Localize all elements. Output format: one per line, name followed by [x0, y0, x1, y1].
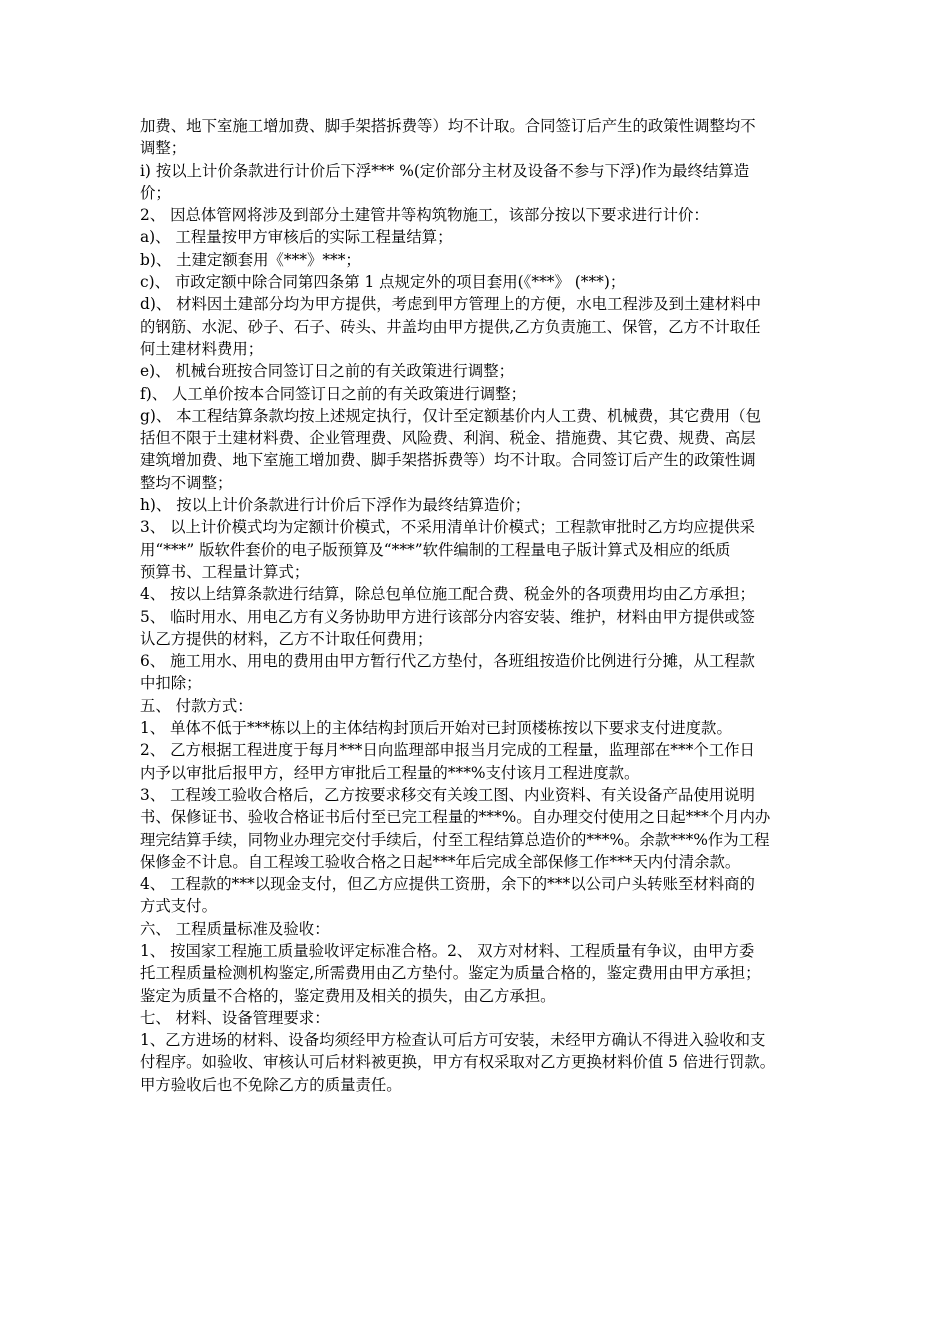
- text-line: h)、 按以上计价条款进行计价后下浮作为最终结算造价；: [140, 496, 531, 515]
- text-line: 1、乙方进场的材料、设备均须经甲方检查认可后方可安装，未经甲方确认不得进入验收和支: [140, 1031, 766, 1050]
- text-line: a)、 工程量按甲方审核后的实际工程量结算；: [140, 228, 453, 247]
- text-line: 托工程质量检测机构鉴定,所需费用由乙方垫付。鉴定为质量合格的，鉴定费用由甲方承担；: [140, 964, 761, 983]
- text-line: d)、 材料因土建部分均为甲方提供，考虑到甲方管理上的方便，水电工程涉及到土建材料中: [140, 295, 761, 314]
- text-line: 的钢筋、水泥、砂子、石子、砖头、井盖均由甲方提供,乙方负责施工、保管，乙方不计取任: [140, 317, 761, 336]
- section-heading: 六、 工程质量标准及验收：: [140, 919, 330, 938]
- text-line: 认乙方提供的材料，乙方不计取任何费用；: [140, 629, 433, 648]
- text-line: c)、 市政定额中除合同第四条第 1 点规定外的项目套用(《***》 (***)；: [140, 273, 626, 292]
- section-heading: 五、 付款方式：: [140, 696, 253, 715]
- document-page: [140, 115, 822, 1096]
- text-line: 甲方验收后也不免除乙方的质量责任。: [140, 1075, 402, 1094]
- text-line: 调整；: [140, 139, 187, 158]
- text-line: 1、 单体不低于***栋以上的主体结构封顶后开始对已封顶楼栋按以下要求支付进度款。: [140, 719, 732, 738]
- text-line: 鉴定为质量不合格的，鉴定费用及相关的损失，由乙方承担。: [140, 986, 556, 1005]
- text-line: 3、 以上计价模式均为定额计价模式，不采用清单计价模式；工程款审批时乙方均应提供采: [140, 518, 755, 537]
- text-line: i) 按以上计价条款进行计价后下浮*** %(定价部分主材及设备不参与下浮)作为最终结算造: [140, 161, 750, 180]
- text-line: 括但不限于土建材料费、企业管理费、风险费、利润、税金、措施费、其它费、规费、高层: [140, 429, 756, 448]
- text-line: 4、 工程款的***以现金支付，但乙方应提供工资册，余下的***以公司户头转账至材料商的: [140, 875, 755, 894]
- text-line: 中扣除；: [140, 674, 202, 693]
- text-line: 2、 乙方根据工程进度于每月***日向监理部申报当月完成的工程量，监理部在***个工作日: [140, 741, 755, 760]
- text-line: 内予以审批后报甲方，经甲方审批后工程量的***%支付该月工程进度款。: [140, 763, 640, 782]
- text-line: 整均不调整；: [140, 473, 233, 492]
- text-line: 理完结算手续，同物业办理完交付手续后，付至工程结算总造价的***%。余款***%作为工程: [140, 830, 770, 849]
- text-line: 2、 因总体管网将涉及到部分土建管井等构筑物施工，该部分按以下要求进行计价：: [140, 206, 709, 225]
- text-line: 建筑增加费、地下室施工增加费、脚手架搭拆费等）均不计取。合同签订后产生的政策性调: [140, 451, 756, 470]
- text-line: 价；: [140, 183, 171, 202]
- section-heading: 七、 材料、设备管理要求：: [140, 1008, 330, 1027]
- text-line: 预算书、工程量计算式；: [140, 562, 310, 581]
- text-line: 5、 临时用水、用电乙方有义务协助甲方进行该部分内容安装、维护，材料由甲方提供或签: [140, 607, 755, 626]
- text-line: e)、 机械台班按合同签订日之前的有关政策进行调整；: [140, 362, 514, 381]
- text-line: f)、 人工单价按本合同签订日之前的有关政策进行调整；: [140, 384, 526, 403]
- text-line: 1、 按国家工程施工质量验收评定标准合格。2、 双方对材料、工程质量有争议，由甲方委: [140, 941, 755, 960]
- text-line: 加费、地下室施工增加费、脚手架搭拆费等）均不计取。合同签订后产生的政策性调整均不: [140, 117, 756, 135]
- text-line: g)、 本工程结算条款均按上述规定执行，仅计至定额基价内人工费、机械费，其它费用（包: [140, 406, 761, 425]
- text-line: 3、 工程竣工验收合格后，乙方按要求移交有关竣工图、内业资料、有关设备产品使用说明: [140, 785, 755, 804]
- text-line: 付程序。如验收、审核认可后材料被更换，甲方有权采取对乙方更换材料价值 5 倍进行罚款。: [140, 1053, 776, 1072]
- text-line: 保修金不计息。自工程竣工验收合格之日起***年后完成全部保修工作***天内付清余款。: [140, 852, 741, 871]
- text-line: 何土建材料费用；: [140, 339, 264, 358]
- text-line: 用“***” 版软件套价的电子版预算及“***”软件编制的工程量电子版计算式及相应的纸质: [140, 540, 731, 559]
- text-line: 书、保修证书、验收合格证书后付至已完工程量的***%。自办理交付使用之日起***个月内办: [140, 808, 771, 827]
- text-line: 6、 施工用水、用电的费用由甲方暂行代乙方垫付，各班组按造价比例进行分摊，从工程款: [140, 652, 755, 671]
- text-line: 方式支付。: [140, 897, 217, 916]
- text-line: 4、 按以上结算条款进行结算，除总包单位施工配合费、税金外的各项费用均由乙方承担；: [140, 585, 755, 604]
- text-line: b)、 土建定额套用《***》***；: [140, 250, 361, 269]
